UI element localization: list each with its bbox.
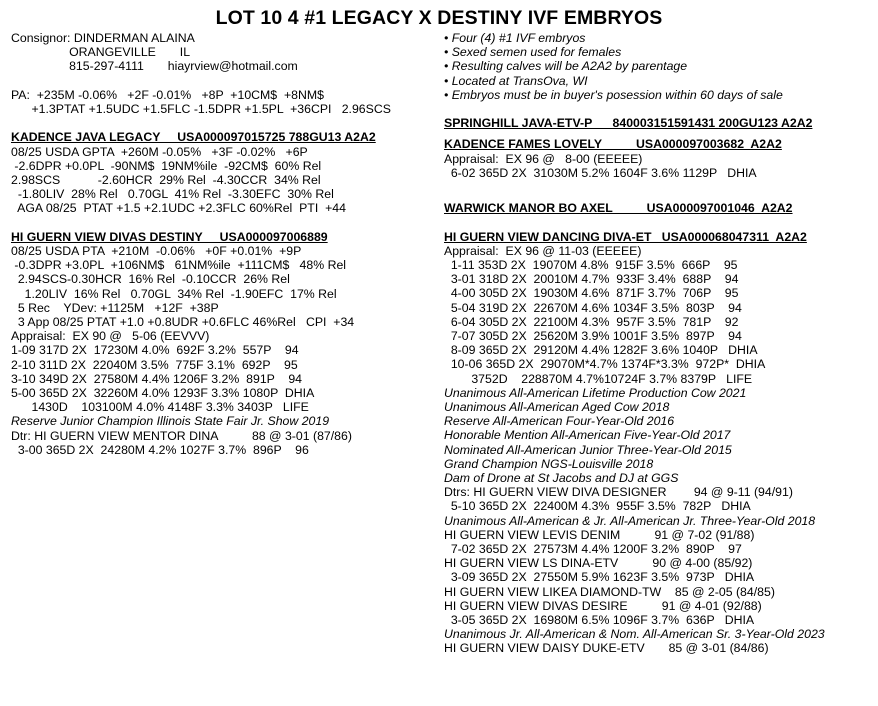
note-line: Nominated All-American Junior Three-Year-Old 2015: [444, 442, 732, 457]
spacer: [444, 102, 874, 116]
text-line: -1.80LIV 28% Rel 0.70GL 41% Rel -3.30EFC 30% Rel: [11, 187, 334, 202]
text-line: ORANGEVILLE IL: [11, 45, 191, 60]
text-line: PA: +235M -0.06% +2F -0.01% +8P +10CM$ +8NM$: [11, 87, 324, 102]
text-line: 08/25 USDA GPTA +260M -0.05% +3F -0.02% +6P: [11, 144, 308, 159]
animal-heading: KADENCE FAMES LOVELY USA000097003682 A2A2: [444, 137, 782, 152]
text-line: 3-10 349D 2X 27580M 4.4% 1206F 3.2% 891P 94: [11, 371, 303, 386]
left-column: [11, 31, 436, 457]
text-line: 08/25 USDA PTA +210M -0.06% +0F +0.01% +9P: [11, 244, 302, 258]
text-line: +1.3PTAT +1.5UDC +1.5FLC -1.5DPR +1.5PL +36CPI 2.96SCS: [11, 102, 391, 116]
text-line: 1-11 353D 2X 19070M 4.8% 915F 3.5% 666P 95: [444, 258, 738, 272]
text-line: 3-09 365D 2X 27550M 5.9% 1623F 3.5% 973P DHIA: [444, 570, 755, 585]
text-line: HI GUERN VIEW LS DINA-ETV 90 @ 4-00 (85/92): [444, 556, 753, 571]
text-line: Appraisal: EX 96 @ 11-03 (EEEEE): [444, 243, 642, 258]
text-line: Dtrs: HI GUERN VIEW DIVA DESIGNER 94 @ 9-11 (94/91): [444, 485, 793, 500]
spacer: [444, 215, 874, 229]
text-line: 3 App 08/25 PTAT +1.0 +0.8UDR +0.6FLC 46%Rel CPI +34: [11, 315, 355, 330]
note-line: Reserve All-American Four-Year-Old 2016: [444, 414, 675, 429]
text-line: AGA 08/25 PTAT +1.5 +2.1UDC +2.3FLC 60%Rel PTI +44: [11, 201, 346, 216]
text-line: 7-07 305D 2X 25620M 3.9% 1001F 3.5% 897P 94: [444, 329, 742, 344]
text-line: 5-04 319D 2X 22670M 4.6% 1034F 3.5% 803P 94: [444, 300, 742, 315]
text-line: HI GUERN VIEW DIVAS DESIRE 91 @ 4-01 (92/88): [444, 598, 762, 613]
note-line: Unanimous All-American Lifetime Production Cow 2021: [444, 385, 747, 400]
spacer: [444, 180, 874, 194]
right-column: [444, 31, 874, 656]
text-line: 1430D 103100M 4.0% 4148F 3.3% 3403P LIFE: [11, 400, 309, 415]
note-line: • Located at TransOva, WI: [444, 73, 588, 88]
text-line: Dtr: HI GUERN VIEW MENTOR DINA 88 @ 3-01 (87/86): [11, 428, 352, 443]
spacer: [11, 216, 436, 230]
note-line: • Resulting calves will be A2A2 by parentage: [444, 59, 688, 74]
text-line: 815-297-4111 hiayrview@hotmail.com: [11, 59, 298, 74]
note-line: Honorable Mention All-American Five-Year-Old 2017: [444, 428, 731, 443]
text-line: Consignor: DINDERMAN ALAINA: [11, 31, 195, 45]
note-line: Grand Champion NGS-Louisville 2018: [444, 456, 654, 471]
text-line: 2.94SCS-0.30HCR 16% Rel -0.10CCR 26% Rel: [11, 272, 290, 287]
text-line: Appraisal: EX 96 @ 8-00 (EEEEE): [444, 151, 643, 166]
spacer: [11, 74, 436, 88]
lot-title: LOT 10 4 #1 LEGACY X DESTINY IVF EMBRYOS: [215, 7, 663, 29]
animal-heading: WARWICK MANOR BO AXEL USA000097001046 A2A2: [444, 201, 793, 216]
text-line: HI GUERN VIEW LIKEA DIAMOND-TW 85 @ 2-05 (84/85): [444, 584, 775, 599]
spacer: [11, 116, 436, 130]
text-line: 10-06 365D 2X 29070M*4.7% 1374F*3.3% 972P* DHIA: [444, 357, 766, 372]
note-line: Reserve Junior Champion Illinois State Fair Jr. Show 2019: [11, 414, 330, 429]
text-line: 5-00 365D 2X 32260M 4.0% 1293F 3.3% 1080P DHIA: [11, 386, 315, 401]
text-line: 4-00 305D 2X 19030M 4.6% 871F 3.7% 706P 95: [444, 286, 739, 301]
spacer: [444, 130, 874, 137]
text-line: 1-09 317D 2X 17230M 4.0% 692F 3.2% 557P 94: [11, 343, 299, 358]
text-line: 5 Rec YDev: +1125M +12F +38P: [11, 300, 219, 315]
text-line: 2.98SCS -2.60HCR 29% Rel -4.30CCR 34% Rel: [11, 173, 321, 187]
text-line: 8-09 365D 2X 29120M 4.4% 1282F 3.6% 1040P DHIA: [444, 343, 758, 358]
animal-heading: SPRINGHILL JAVA-ETV-P 840003151591431 200GU123 A2A2: [444, 116, 813, 131]
note-line: Unanimous All-American Aged Cow 2018: [444, 400, 670, 415]
animal-heading: HI GUERN VIEW DIVAS DESTINY USA000097006889: [11, 229, 328, 244]
text-line: 2-10 311D 2X 22040M 3.5% 775F 3.1% 692P 95: [11, 357, 298, 372]
text-line: 7-02 365D 2X 27573M 4.4% 1200F 3.2% 890P 97: [444, 542, 742, 557]
animal-heading: KADENCE JAVA LEGACY USA000097015725 788GU13 A2A2: [11, 130, 376, 145]
note-line: Unanimous Jr. All-American & Nom. All-American Sr. 3-Year-Old 2023: [444, 627, 825, 642]
text-line: 3-00 365D 2X 24280M 4.2% 1027F 3.7% 896P 96: [11, 442, 309, 457]
text-line: 5-10 365D 2X 22400M 4.3% 955F 3.5% 782P DHIA: [444, 499, 751, 514]
text-line: 3-01 318D 2X 20010M 4.7% 933F 3.4% 688P 94: [444, 272, 739, 287]
text-line: 6-04 305D 2X 22100M 4.3% 957F 3.5% 781P 92: [444, 314, 739, 329]
note-line: Unanimous All-American & Jr. All-American Jr. Three-Year-Old 2018: [444, 513, 816, 528]
note-line: • Four (4) #1 IVF embryos: [444, 31, 586, 45]
text-line: 3752D 228870M 4.7%10724F 3.7% 8379P LIFE: [444, 371, 753, 386]
animal-heading: HI GUERN VIEW DANCING DIVA-ET USA000068047311 A2A2: [444, 229, 807, 244]
spacer: [444, 194, 874, 201]
text-line: Appraisal: EX 90 @ 5-06 (EEVVV): [11, 329, 210, 344]
text-line: 1.20LIV 16% Rel 0.70GL 34% Rel -1.90EFC 17% Rel: [11, 286, 337, 301]
text-line: -2.6DPR +0.0PL -90NM$ 19NM%ile -92CM$ 60% Rel: [11, 158, 322, 173]
text-line: 6-02 365D 2X 31030M 5.2% 1604F 3.6% 1129P DHIA: [444, 165, 757, 180]
text-line: HI GUERN VIEW LEVIS DENIM 91 @ 7-02 (91/88): [444, 527, 755, 542]
text-line: HI GUERN VIEW DAISY DUKE-ETV 85 @ 3-01 (84/86): [444, 641, 769, 656]
text-line: 3-05 365D 2X 16980M 6.5% 1096F 3.7% 636P DHIA: [444, 613, 755, 628]
note-line: • Sexed semen used for females: [444, 45, 622, 60]
note-line: Dam of Drone at St Jacobs and DJ at GGS: [444, 471, 679, 486]
note-line: • Embryos must be in buyer's posession within 60 days of sale: [444, 87, 783, 102]
text-line: -0.3DPR +3.0PL +106NM$ 61NM%ile +111CM$ 48% Rel: [11, 258, 347, 273]
